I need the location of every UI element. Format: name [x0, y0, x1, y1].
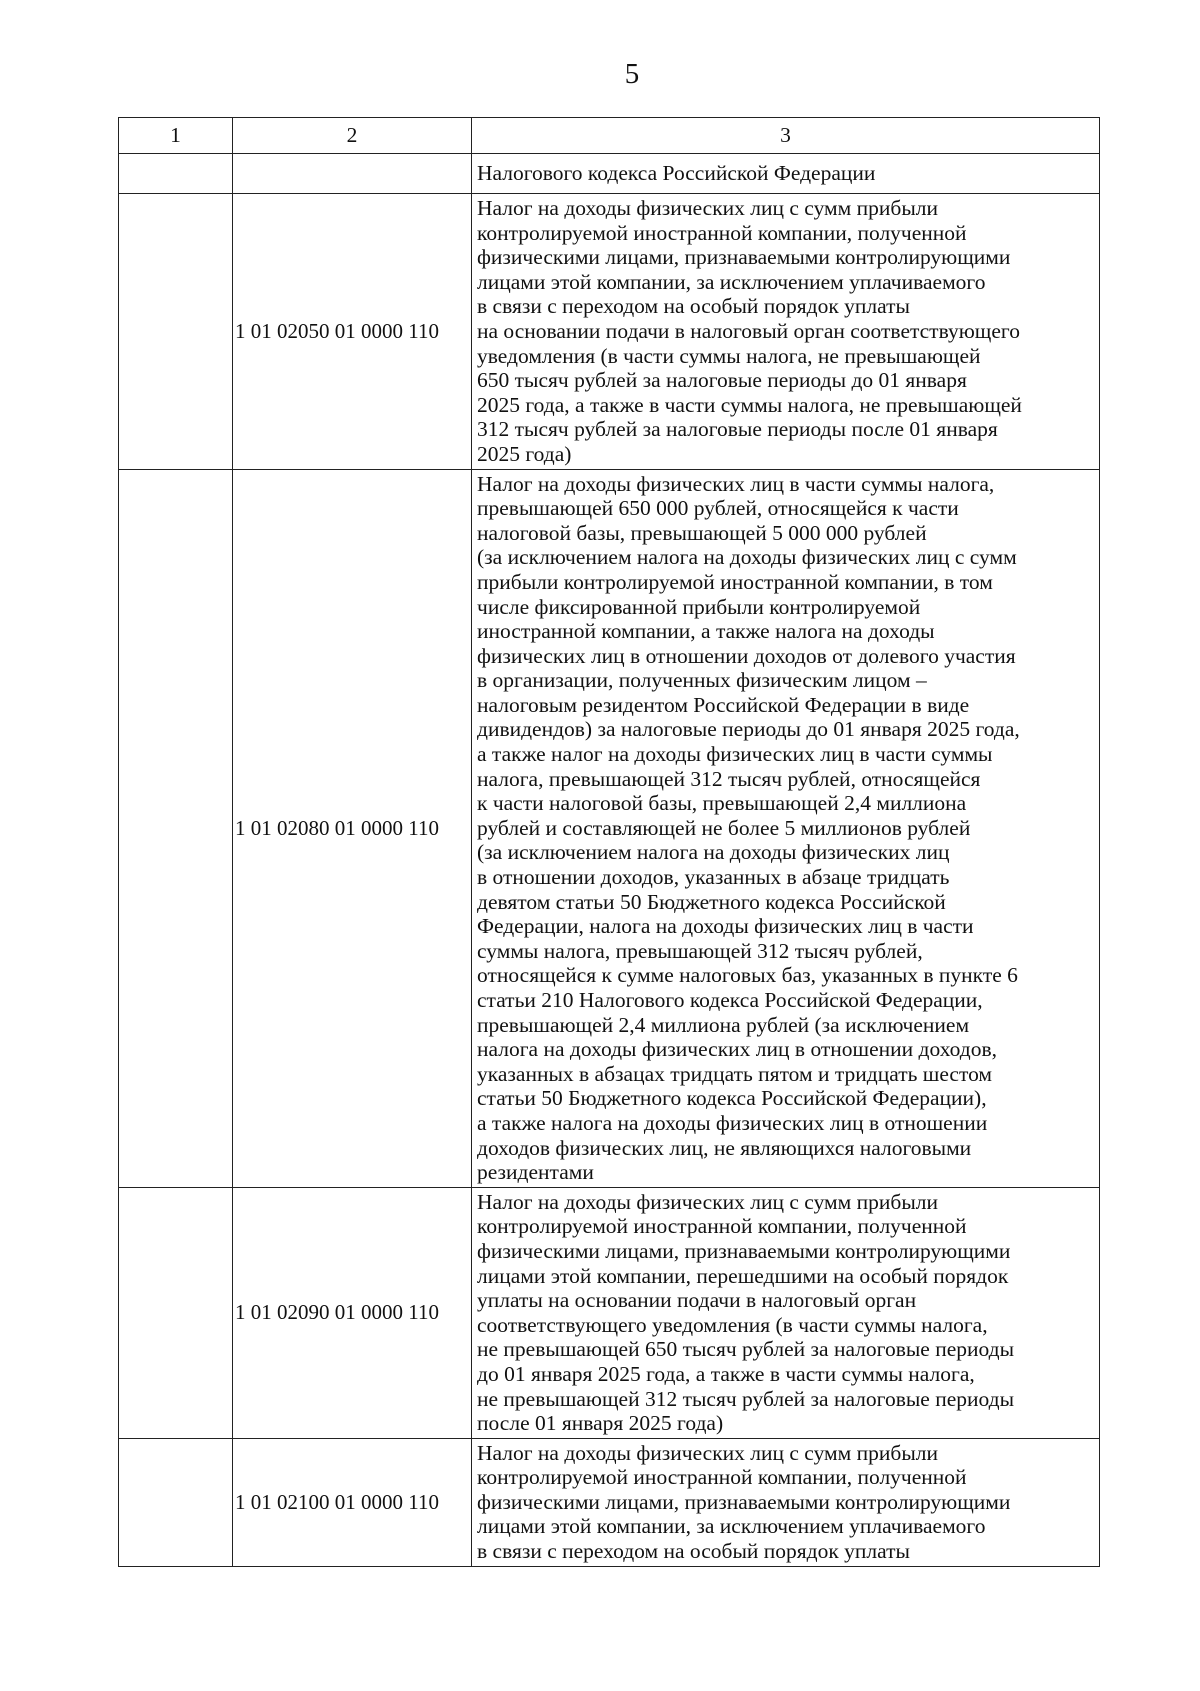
- description-cell: [472, 194, 1100, 470]
- row-number-cell: [119, 469, 233, 1187]
- description-line: превышающей 2,4 миллиона рублей (за исключением: [477, 1012, 970, 1037]
- description-line: уплаты на основании подачи в налоговый орган: [477, 1288, 917, 1313]
- description-line: дивидендов) за налоговые периоды до 01 января 2025 года,: [477, 717, 1020, 742]
- description-line: иностранной компании, а также налога на доходы: [477, 619, 935, 644]
- description-line: статьи 50 Бюджетного кодекса Российской Федерации),: [477, 1086, 987, 1111]
- description-cell: [472, 1187, 1100, 1438]
- description-line: не превышающей 312 тысяч рублей за налоговые периоды: [477, 1386, 1015, 1411]
- description-line: соответствующего уведомления (в части суммы налога,: [477, 1312, 988, 1337]
- description-line: контролируемой иностранной компании, полученной: [477, 220, 967, 245]
- table-row: [119, 1187, 1100, 1438]
- row-number-cell: [119, 1187, 233, 1438]
- description-line: 2025 года, а также в части суммы налога, не превышающей: [477, 392, 1022, 417]
- description-line: физическими лицами, признаваемыми контролирующими: [477, 245, 1011, 270]
- description-line: лицами этой компании, за исключением уплачиваемого: [477, 269, 986, 294]
- description-line: в отношении доходов, указанных в абзаце тридцать: [477, 865, 950, 890]
- header-col-1: 1: [119, 118, 233, 154]
- description-line: а также налог на доходы физических лиц в части суммы: [477, 742, 993, 767]
- description-line: в связи с переходом на особый порядок уплаты: [477, 1539, 910, 1564]
- description-line: 2025 года): [477, 441, 572, 466]
- description-line: (за исключением налога на доходы физических лиц: [477, 840, 950, 865]
- table-row: [119, 154, 1100, 194]
- row-number-cell: [119, 1438, 233, 1566]
- budget-code-cell: 1 01 02090 01 0000 110: [233, 1187, 472, 1438]
- description-line: 650 тысяч рублей за налоговые периоды до 01 января: [477, 368, 967, 393]
- description-line: (за исключением налога на доходы физических лиц с сумм: [477, 545, 1017, 570]
- description-line: контролируемой иностранной компании, полученной: [477, 1465, 967, 1490]
- budget-code-cell: 1 01 02100 01 0000 110: [233, 1438, 472, 1566]
- description-line: Налогового кодекса Российской Федерации: [477, 161, 876, 186]
- description-line: на основании подачи в налоговый орган соответствующего: [477, 318, 1020, 343]
- description-line: числе фиксированной прибыли контролируемой: [477, 594, 921, 619]
- description-line: Федерации, налога на доходы физических лиц в части: [477, 914, 974, 939]
- header-col-3: 3: [472, 118, 1100, 154]
- budget-code-cell: [233, 154, 472, 194]
- description-line: а также налога на доходы физических лиц в отношении: [477, 1110, 988, 1135]
- description-line: Налог на доходы физических лиц с сумм прибыли: [477, 196, 939, 220]
- description-cell: [472, 469, 1100, 1187]
- description-line: налоговой базы, превышающей 5 000 000 рублей: [477, 520, 927, 545]
- description-line: лицами этой компании, за исключением уплачиваемого: [477, 1514, 986, 1539]
- description-line: относящейся к сумме налоговых баз, указанных в пункте 6: [477, 963, 1018, 988]
- description-line: налоговым резидентом Российской Федерации в виде: [477, 692, 970, 717]
- description-line: прибыли контролируемой иностранной компании, в том: [477, 569, 993, 594]
- description-line: налога на доходы физических лиц в отношении доходов,: [477, 1037, 997, 1062]
- description-line: контролируемой иностранной компании, полученной: [477, 1214, 967, 1239]
- description-line: Налог на доходы физических лиц с сумм прибыли: [477, 1189, 939, 1214]
- description-line: превышающей 650 000 рублей, относящейся к части: [477, 496, 959, 521]
- description-line: указанных в абзацах тридцать пятом и тридцать шестом: [477, 1061, 993, 1086]
- table-row: [119, 1438, 1100, 1566]
- description-line: уведомления (в части суммы налога, не превышающей: [477, 343, 981, 368]
- description-line: резидентами: [477, 1160, 594, 1185]
- description-line: 312 тысяч рублей за налоговые периоды после 01 января: [477, 417, 998, 442]
- description-line: налога, превышающей 312 тысяч рублей, относящейся: [477, 766, 981, 791]
- page-number: 5: [624, 58, 640, 90]
- description-line: суммы налога, превышающей 312 тысяч рублей,: [477, 938, 923, 963]
- row-number-cell: [119, 154, 233, 194]
- table-header-row: [119, 118, 1100, 154]
- description-line: после 01 января 2025 года): [477, 1411, 724, 1436]
- description-line: физическими лицами, признаваемыми контролирующими: [477, 1238, 1011, 1263]
- description-line: физическими лицами, признаваемыми контролирующими: [477, 1489, 1011, 1514]
- header-col-2: 2: [233, 118, 472, 154]
- description-line: Налог на доходы физических лиц с сумм прибыли: [477, 1440, 939, 1465]
- description-line: Налог на доходы физических лиц в части суммы налога,: [477, 471, 995, 496]
- row-number-cell: [119, 194, 233, 470]
- budget-classification-table: [118, 117, 1100, 1567]
- table-row: [119, 469, 1100, 1187]
- budget-code-cell: 1 01 02050 01 0000 110: [233, 194, 472, 470]
- description-line: не превышающей 650 тысяч рублей за налоговые периоды: [477, 1337, 1015, 1362]
- description-line: девятом статьи 50 Бюджетного кодекса Российской: [477, 889, 946, 914]
- description-line: статьи 210 Налогового кодекса Российской Федерации,: [477, 988, 983, 1012]
- table-row: [119, 194, 1100, 470]
- description-line: физических лиц в отношении доходов от долевого участия: [477, 643, 1016, 668]
- description-cell: [472, 1438, 1100, 1566]
- description-line: в связи с переходом на особый порядок уплаты: [477, 294, 910, 319]
- table-body: [119, 118, 1100, 1567]
- description-line: в организации, полученных физическим лицом –: [477, 668, 927, 693]
- description-line: доходов физических лиц, не являющихся налоговыми: [477, 1135, 972, 1160]
- description-line: лицами этой компании, перешедшими на особый порядок: [477, 1263, 1009, 1288]
- description-line: к части налоговой базы, превышающей 2,4 миллиона: [477, 791, 967, 816]
- description-line: до 01 января 2025 года, а также в части суммы налога,: [477, 1361, 975, 1386]
- description-line: рублей и составляющей не более 5 миллионов рублей: [477, 815, 971, 840]
- budget-code-cell: 1 01 02080 01 0000 110: [233, 469, 472, 1187]
- description-cell: [472, 154, 1100, 194]
